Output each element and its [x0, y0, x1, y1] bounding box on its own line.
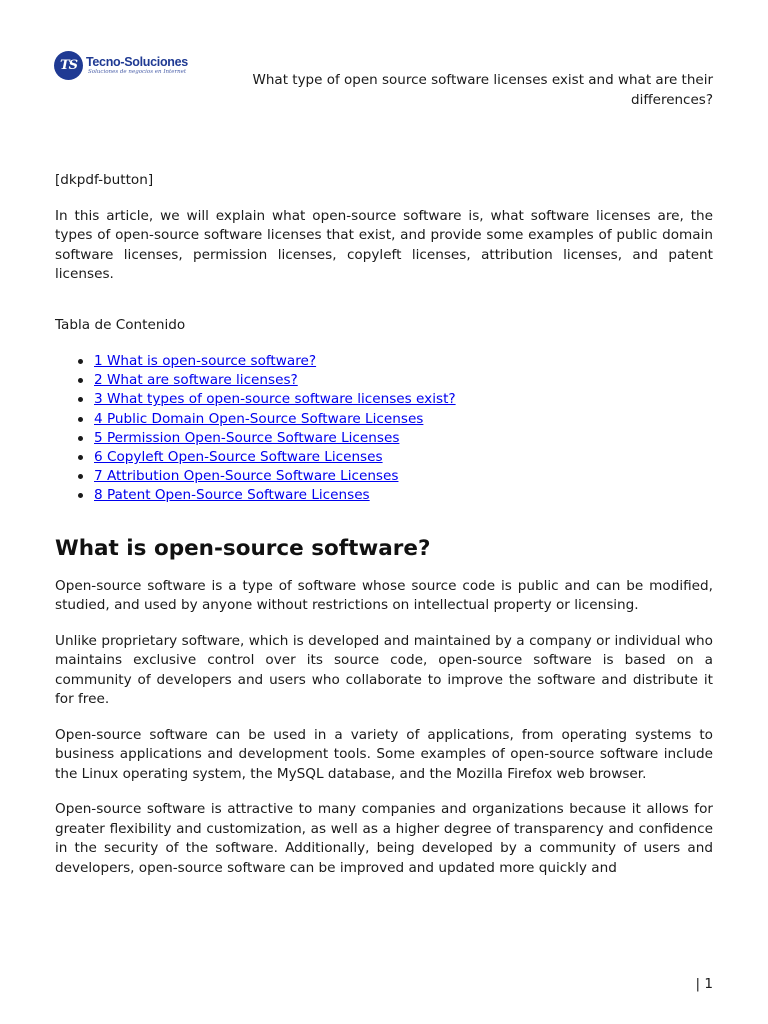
body-paragraph-2: Unlike proprietary software, which is developed and maintained by a company or individual who maintains exclusive control over its source code, open-source software is based on a community of developers and users who collaborate to improve the software and distribute it for free.: [55, 632, 713, 708]
toc-link-5[interactable]: 5 Permission Open-Source Software Licenses: [94, 429, 400, 446]
toc-link-1[interactable]: 1 What is open-source software?: [94, 353, 317, 369]
toc-link-7[interactable]: 7 Attribution Open-Source Software Licenses: [94, 468, 399, 485]
toc-item: [55, 429, 713, 448]
toc-link-6[interactable]: 6 Copyleft Open-Source Software Licenses: [94, 449, 383, 466]
section-heading: What is open-source software?: [55, 535, 431, 561]
toc-item: [55, 448, 713, 467]
toc-item: [55, 371, 713, 390]
toc-item: [55, 410, 713, 429]
body-paragraph-3: Open-source software can be used in a variety of applications, from operating systems to business applications and development tools. Some examples of open-source software include the Linux operating system, the MySQL database, and the Mozilla Firefox web browser.: [55, 726, 713, 782]
logo-wordmark: [86, 55, 188, 76]
document-header-title: What type of open source software licenses exist and what are their differences?: [252, 72, 713, 108]
company-logo: [54, 51, 188, 80]
toc-item: [55, 486, 713, 505]
pdf-button-shortcode: [dkpdf-button]: [55, 172, 154, 188]
toc-title: Tabla de Contenido: [55, 316, 186, 333]
toc-link-3[interactable]: 3 What types of open-source software licenses exist?: [94, 391, 456, 408]
body-paragraph-1: Open-source software is a type of software whose source code is public and can be modified, studied, and used by anyone without restrictions on intellectual property or licensing.: [55, 577, 713, 614]
logo-name: Tecno-Soluciones: [86, 55, 188, 69]
toc-link-8[interactable]: 8 Patent Open-Source Software Licenses: [94, 487, 370, 504]
toc-item: [55, 352, 713, 371]
table-of-contents: [55, 352, 713, 506]
intro-paragraph: In this article, we will explain what open-source software is, what software licenses are, the types of open-source software licenses that exist, and provide some examples of public domain software licenses, permission licenses, copyleft licenses, attribution licenses, and patent licenses.: [55, 207, 713, 282]
logo-badge-icon: [54, 51, 83, 80]
body-paragraph-4: Open-source software is attractive to many companies and organizations because it allows for greater flexibility and customization, as well as a higher degree of transparency and confidence in the security of the software. Additionally, being developed by a community of users and developers, open-source software can be improved and updated more quickly and: [55, 801, 713, 876]
page-number: | 1: [695, 976, 713, 992]
logo-tagline: Soluciones de negocios en Internet: [88, 69, 187, 75]
toc-link-2[interactable]: 2 What are software licenses?: [94, 372, 298, 389]
toc-item: [55, 467, 713, 486]
toc-link-4[interactable]: 4 Public Domain Open-Source Software Licenses: [94, 410, 424, 427]
logo-initials: TS: [59, 58, 78, 73]
document-body: [55, 171, 713, 878]
toc-item: [55, 390, 713, 409]
